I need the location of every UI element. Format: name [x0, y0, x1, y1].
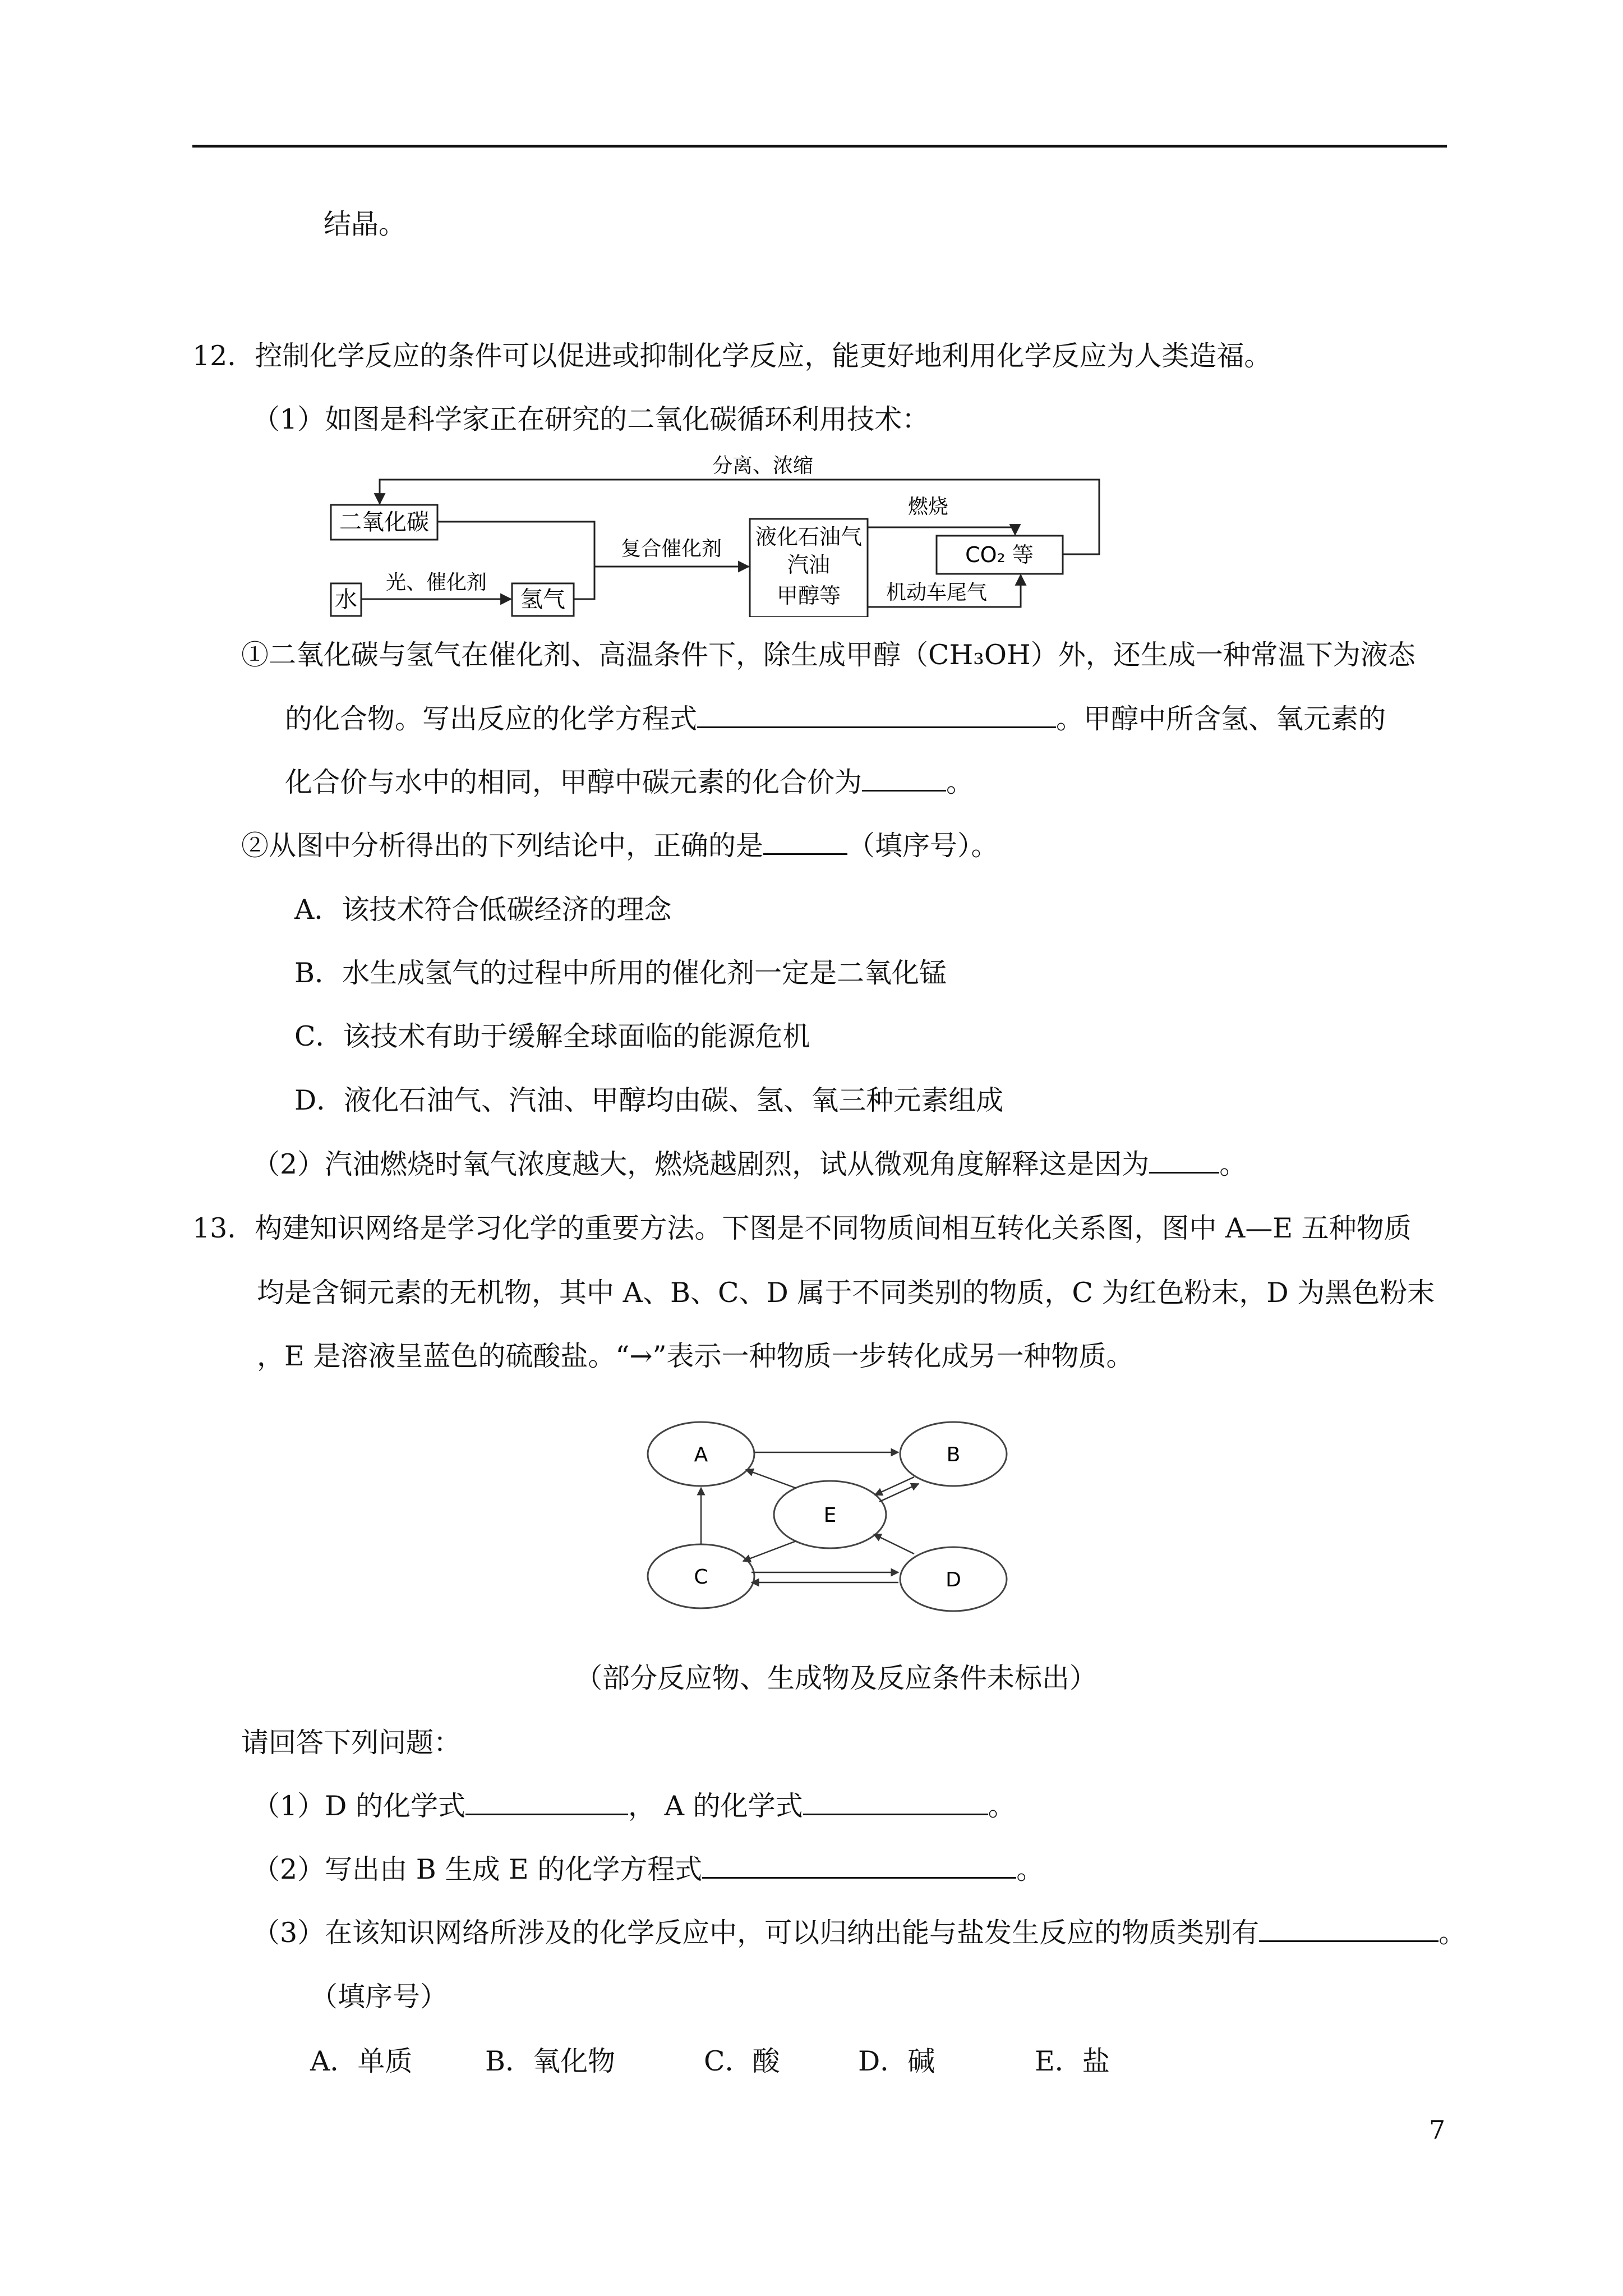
arrow-b-e: [875, 1477, 914, 1495]
water-box-label: 水: [335, 587, 357, 613]
copper-network-diagram: [639, 1416, 1021, 1618]
q12-sub2: ②从图中分析得出的下列结论中，正确的是 （填序号）。: [241, 830, 999, 862]
q13-choice-a: A．单质: [310, 2045, 413, 2077]
q13-choice-b: B．氧化物: [485, 2045, 616, 2077]
answer-blank-d-formula[interactable]: [465, 1790, 628, 1815]
q13-diagram-caption: （部分反应物、生成物及反应条件未标出）: [575, 1662, 1098, 1694]
arrow-d-e: [874, 1534, 914, 1554]
q13-stem-line2: 均是含铜元素的无机物，其中 A、B、C、D 属于不同类别的物质，C 为红色粉末，D 为黑色粉末: [257, 1277, 1435, 1309]
node-b-label: B: [946, 1443, 961, 1466]
fuel-label-1: 液化石油气: [755, 524, 863, 549]
q12-sub1-line1: ①二氧化碳与氢气在催化剂、高温条件下，除生成甲醇（CH₃OH）外，还生成一种常温下为液态: [241, 639, 1415, 671]
node-c-label: C: [694, 1566, 708, 1589]
q12-stem: 12．控制化学反应的条件可以促进或抑制化学反应，能更好地利用化学反应为人类造福。: [192, 340, 1272, 372]
exhaust-label: 机动车尾气: [886, 581, 988, 604]
q13-choice-d: D．碱: [858, 2045, 935, 2077]
q13-stem-line1: 13．构建知识网络是学习化学的重要方法。下图是不同物质间相互转化关系图，图中 A—E 五种物质: [192, 1212, 1412, 1244]
q13-answer2: （2）写出由 B 生成 E 的化学方程式 。: [252, 1853, 1044, 1885]
q12-part1: （1）如图是科学家正在研究的二氧化碳循环利用技术：: [252, 403, 930, 435]
answer-blank-reason[interactable]: [1149, 1148, 1219, 1174]
q13-prompt: 请回答下列问题：: [241, 1727, 462, 1759]
co2-box-label: 二氧化碳: [339, 509, 429, 535]
fuel-label-2: 汽油: [787, 553, 831, 577]
node-d-label: D: [946, 1568, 961, 1591]
q13-stem-line3: ，E 是溶液呈蓝色的硫酸盐。“→”表示一种物质一步转化成另一种物质。: [257, 1340, 1134, 1372]
answer-blank-equation[interactable]: [697, 703, 1056, 728]
burn-arrow: [868, 527, 1015, 535]
q12-option-a: A．该技术符合低碳经济的理念: [294, 894, 672, 926]
burn-label: 燃烧: [907, 495, 949, 518]
q13-choice-c: C．酸: [704, 2045, 780, 2077]
products-box-label: CO₂ 等: [965, 542, 1034, 567]
fuel-label-3: 甲醇等: [776, 583, 841, 608]
separate-label: 分离、浓缩: [712, 454, 814, 477]
header-rule: [192, 145, 1447, 148]
node-e-label: E: [823, 1504, 837, 1527]
answer-blank-a-formula[interactable]: [803, 1790, 988, 1815]
answer-blank-b-to-e[interactable]: [702, 1853, 1016, 1879]
q13-answer3: （3）在该知识网络所涉及的化学反应中，可以归纳出能与盐发生反应的物质类别有 。: [252, 1917, 1467, 1949]
q12-sub1-line3: 化合价与水中的相同，甲醇中碳元素的化合价为 。: [285, 766, 974, 798]
answer-blank-valence[interactable]: [862, 766, 946, 792]
page-number: 7: [1429, 2115, 1446, 2145]
arrow-e-a: [746, 1470, 796, 1488]
answer-blank-choice[interactable]: [763, 830, 847, 855]
node-a-label: A: [694, 1443, 708, 1466]
h2-box-label: 氢气: [520, 587, 565, 613]
q13-answer3-note: （填序号）: [310, 1981, 448, 2013]
q12-option-c: C．该技术有助于缓解全球面临的能源危机: [294, 1020, 810, 1052]
q12-option-b: B．水生成氢气的过程中所用的催化剂一定是二氧化锰: [294, 957, 947, 989]
catalyst-label: 复合催化剂: [620, 537, 722, 560]
h2-to-fuel-line: [574, 567, 594, 599]
arrow-e-b: [879, 1484, 919, 1502]
q12-part2: （2）汽油燃烧时氧气浓度越大，燃烧越剧烈，试从微观角度解释这是因为 。: [252, 1148, 1247, 1180]
q13-choice-e: E．盐: [1035, 2045, 1110, 2077]
co2-cycle-diagram: [325, 449, 1122, 617]
arrow-e-c: [743, 1541, 796, 1561]
light-catalyst-label: 光、催化剂: [385, 571, 487, 594]
answer-blank-categories[interactable]: [1259, 1917, 1438, 1942]
fragment-text: 结晶。: [324, 208, 407, 240]
q12-option-d: D．液化石油气、汽油、甲醇均由碳、氢、氧三种元素组成: [294, 1084, 1004, 1116]
q12-sub1-line2: 的化合物。写出反应的化学方程式 。甲醇中所含氢、氧元素的: [285, 703, 1386, 735]
q13-answer1: （1）D 的化学式 ， A 的化学式 。: [252, 1790, 1016, 1822]
